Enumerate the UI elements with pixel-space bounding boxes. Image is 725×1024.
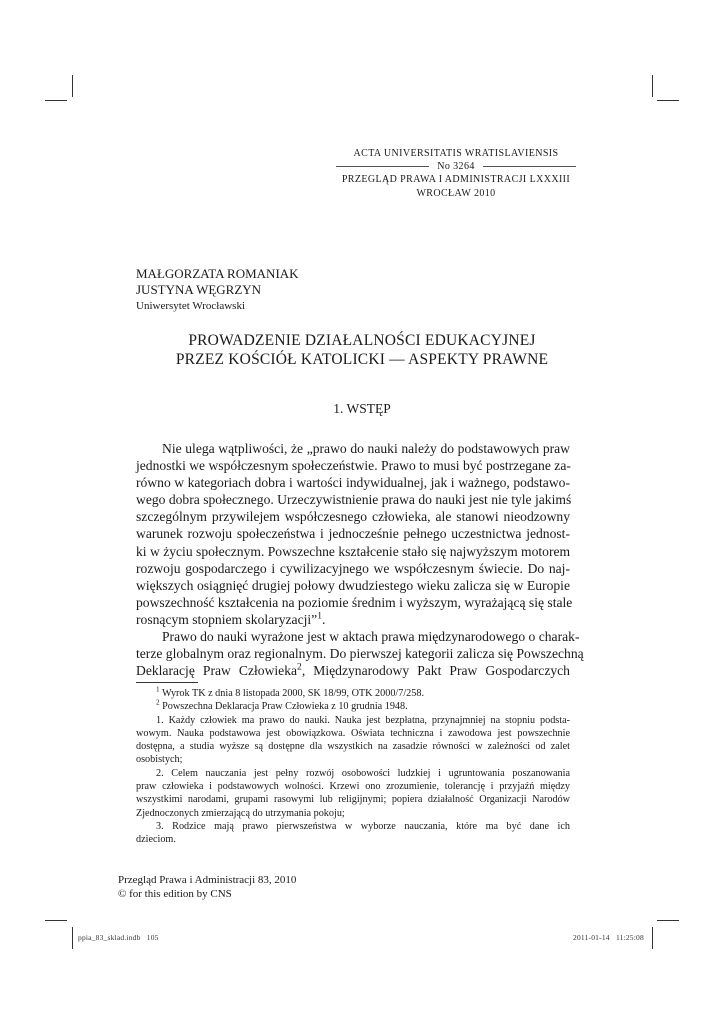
footnote-line: 3. Rodzice mają prawo pierwszeństwa w wyborze nauczania, które ma być dane ich [156, 820, 570, 832]
slug-timestamp: 2011-01-14 11:25:08 [573, 933, 644, 942]
body-line-text: rosnącym stopniem skolaryzacji” [136, 611, 318, 627]
title-line-2: PRZEZ KOŚCIÓŁ KATOLICKI — ASPEKTY PRAWNE [175, 351, 549, 368]
crop-mark-top-right-v [652, 75, 653, 97]
body-line: ki w życiu społecznym. Powszechne kształcenie stało się najwyższym motorem [136, 543, 571, 559]
footnote-line: 1. Każdy człowiek ma prawo do nauki. Nauka jest bezpłatna, przynajmniej na stopniu podsta- [156, 714, 570, 726]
crop-mark-top-left-h [45, 100, 67, 101]
body-line-last [136, 611, 570, 628]
crop-mark-top-right-h [657, 100, 679, 101]
body-line: równo w kategoriach dobra i wartości indywidualnej, jak i ważnego, podstawo- [136, 475, 570, 491]
author-name-2: JUSTYNA WĘGRZYN [136, 282, 262, 297]
footnote-text: Powszechna Deklaracja Praw Człowieka z 10 grudnia 1948. [162, 701, 408, 713]
body-line-with-note [136, 662, 570, 679]
footnote-line: wszystkimi narodami, grupami rasowymi lub religijnymi; popiera działalność Organizacji Narodów [136, 794, 570, 806]
footnote-line: Zjednoczonych zmierzającą do utrzymania pokoju; [136, 807, 345, 819]
authors-block [136, 266, 299, 314]
footnote-line: 2. Celem nauczania jest pełny rozwój osobowości ludzkiej i ugruntowania poszanowania [156, 767, 570, 779]
journal-title: PRZEGLĄD PRAWA I ADMINISTRACJI LXXXIII [341, 174, 571, 186]
section-heading: 1. WSTĘP [333, 401, 391, 416]
body-line: powszechność kształcenia na poziomie średnim i wyższym, wyrażającą się stale [136, 594, 573, 610]
crop-mark-bottom-right-h [657, 920, 679, 921]
body-line: większych osiągnięć drugiej połowy dwudziestego wieku zalicza się w Europie [136, 577, 570, 593]
journal-header [336, 147, 576, 200]
body-line-text: Deklarację Praw Człowieka [136, 663, 298, 679]
footnote-separator [136, 682, 198, 683]
footnote-line: osobistych; [136, 754, 183, 766]
body-line: wego dobra społecznego. Urzeczywistnienie prawa do nauki jest nie tyle jakimś [136, 492, 572, 508]
body-line-end: . [321, 611, 326, 627]
journal-number-line [336, 160, 576, 173]
slug-filename: ppia_83_sklad.indb 105 [78, 933, 159, 942]
body-text [136, 440, 584, 679]
footnote-line: wowym. Nauka podstawowa jest obowiązkowa. Oświata techniczna i zawodowa jest powszechnie [136, 727, 570, 739]
imprint-copyright: © for this edition by CNS [118, 887, 232, 900]
imprint-journal: Przegląd Prawa i Administracji 83, 2010 [118, 874, 297, 886]
imprint [118, 874, 296, 901]
body-line: terze globalnym oraz regionalnym. Do pierwszej kategorii zalicza się Powszechną [136, 646, 584, 662]
body-line: Prawo do nauki wyrażone jest w aktach prawa międzynarodowego o charak- [162, 629, 580, 645]
body-line-cont: , Międzynarodowy Pakt Praw Gospodarczych [301, 663, 570, 679]
crop-mark-bottom-left-v [72, 927, 73, 949]
footnote-line: dostępna, a studia wyższe są dostępne dla wszystkich na zasadzie równości w zależności od zalet [136, 741, 570, 753]
footnote-number: 2 [156, 698, 160, 707]
article-title [136, 331, 588, 369]
footnote-2 [136, 700, 570, 713]
crop-mark-top-left-v [72, 75, 73, 97]
body-line: szczególnym przywilejem współczesnego człowieka, ale stanowi nieodzowny [136, 509, 570, 525]
footnote-number: 1 [156, 685, 160, 694]
crop-mark-bottom-left-h [45, 920, 67, 921]
body-line: warunek rozwoju społeczeństwa i jednocześnie pełnego uczestnictwa jednost- [136, 526, 570, 542]
body-line: rozwoju gospodarczego i cywilizacyjnego we współczesnym świecie. Do naj- [136, 560, 570, 576]
journal-series: ACTA UNIVERSITATIS WRATISLAVIENSIS [353, 148, 559, 159]
crop-mark-bottom-right-v [652, 927, 653, 949]
footnote-ref-1: 1 [317, 611, 322, 622]
body-line: Nie ulega wątpliwości, że „prawo do nauki należy do podstawowych praw [162, 441, 570, 456]
author-name-1: MAŁGORZATA ROMANIAK [136, 266, 299, 281]
footnote-line: praw człowieka i podstawowych wolności. Krzewi ono zrozumienie, tolerancję i przyjaźń między [136, 781, 570, 793]
journal-place-year: WROCŁAW 2010 [416, 187, 496, 199]
footnotes [136, 687, 570, 847]
footnote-1 [136, 687, 570, 700]
footnote-text: Wyrok TK z dnia 8 listopada 2000, SK 18/99, OTK 2000/7/258. [161, 688, 425, 699]
footnote-line: dzieciom. [136, 834, 176, 846]
journal-number: No 3264 [437, 161, 475, 173]
author-affiliation: Uniwersytet Wrocławski [136, 300, 246, 312]
footnote-ref-2: 2 [297, 662, 302, 673]
body-line: jednostki we współczesnym społeczeństwie. Prawo to musi być postrzegane za- [136, 458, 571, 474]
title-line-1: PROWADZENIE DZIAŁALNOŚCI EDUKACYJNEJ [188, 332, 536, 349]
